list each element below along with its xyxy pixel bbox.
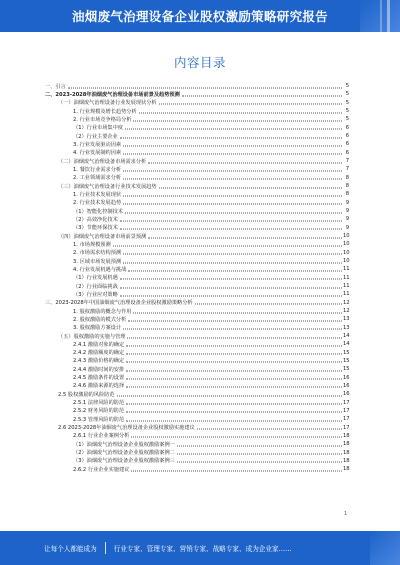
toc-leader-dots [177, 462, 342, 463]
toc-entry-label: 3. 股权激励方案设计 [73, 325, 122, 332]
toc-leader-dots [120, 287, 342, 288]
toc-entry-label: （五）股权激励的实施与管理 [58, 333, 126, 340]
toc-entry-page: 17 [343, 424, 350, 431]
toc-entry[interactable] [45, 465, 349, 473]
toc-entry[interactable] [45, 274, 349, 282]
toc-entry-page: 5 [345, 99, 349, 106]
toc-leader-dots [123, 329, 342, 330]
toc-entry[interactable] [45, 448, 349, 456]
toc-entry-page: 11 [343, 274, 350, 281]
toc-entry-page: 8 [345, 191, 349, 198]
toc-entry-label: （2）行业主要企业 [73, 133, 118, 140]
toc-entry[interactable] [45, 249, 349, 257]
toc-entry-label: （2）油烟废气治理设备企业股权激励案例二 [73, 450, 175, 457]
toc-entry[interactable] [45, 207, 349, 215]
toc-entry-page: 16 [343, 374, 350, 381]
toc-leader-dots [126, 387, 342, 388]
toc-entry-page: 12 [343, 308, 350, 315]
toc-entry[interactable] [45, 190, 349, 198]
toc-entry[interactable] [45, 373, 349, 381]
toc-leader-dots [133, 312, 342, 313]
toc-leader-dots [126, 379, 342, 380]
toc-entry[interactable] [45, 390, 349, 398]
toc-entry[interactable] [45, 257, 349, 265]
toc-entry[interactable] [45, 140, 349, 148]
toc-entry-label: 1. 行业规模及增长趋势分析 [73, 108, 137, 115]
toc-entry-label: 2.6 2023-2028年油烟废气治理设备企业股权激励实施建议 [58, 425, 195, 432]
toc-entry-page: 10 [343, 249, 350, 256]
toc-entry[interactable] [45, 199, 349, 207]
header-decoration [360, 0, 400, 32]
toc-entry-label: （1）智能化控制技术 [73, 208, 123, 215]
toc-entry-page: 7 [345, 166, 349, 173]
toc-leader-dots [159, 187, 342, 188]
toc-leader-dots [120, 220, 342, 221]
toc-entry-page: 16 [343, 391, 350, 398]
toc-leader-dots [123, 145, 342, 146]
toc-entry-page: 5 [345, 108, 349, 115]
toc-entry-page: 6 [345, 133, 349, 140]
toc-entry[interactable] [45, 324, 349, 332]
footer-tagline [44, 531, 292, 565]
toc-entry-page: 17 [343, 407, 350, 414]
toc-entry-label: （一）油烟废气治理设备行业发展现状分析 [58, 100, 157, 107]
toc-leader-dots [148, 162, 342, 163]
toc-leader-dots [133, 120, 342, 121]
toc-entry-label: 3. 区域市场发展预测 [73, 258, 122, 265]
toc-entry[interactable] [45, 132, 349, 140]
toc-entry-page: 13 [343, 316, 350, 323]
toc-heading: 内容目录 [173, 55, 226, 70]
footer-band [0, 531, 400, 565]
toc-leader-dots [120, 295, 342, 296]
toc-leader-dots [123, 179, 342, 180]
toc-leader-dots [120, 229, 342, 230]
toc-entry-label: 2. 行业技术发展趋势 [73, 200, 122, 207]
header-band [0, 0, 400, 32]
toc-entry-page: 11 [343, 266, 350, 273]
toc-entry-label: 2. 行业市场竞争格局分析 [73, 116, 132, 123]
toc-entry-label: 2. 市场需求结构预测 [73, 250, 122, 257]
toc-entry[interactable] [45, 165, 349, 173]
toc-entry-page: 14 [343, 341, 350, 348]
toc-entry[interactable] [45, 157, 349, 165]
toc-entry-label: 3. 行业发展驱动因素 [73, 141, 122, 148]
toc-entry[interactable] [45, 90, 349, 98]
toc-leader-dots [125, 212, 342, 213]
toc-entry-label: （3）油烟废气治理设备企业股权激励案例三 [73, 458, 175, 465]
toc-leader-dots [131, 437, 342, 438]
toc-entry-page: 7 [345, 158, 349, 165]
toc-entry-label: （1）行业发展机遇 [73, 275, 118, 282]
toc-entry-label: 4. 行业发展制约因素 [73, 150, 122, 157]
toc-entry-label: 2.5.3 管理风险的防范 [73, 416, 125, 423]
toc-entry-label: （2）行业面临挑战 [73, 283, 118, 290]
toc-entry[interactable] [45, 82, 349, 90]
toc-entry-page: 17 [343, 399, 350, 406]
toc-entry-page: 15 [343, 366, 350, 373]
toc-entry[interactable] [45, 307, 349, 315]
toc-leader-dots [126, 370, 342, 371]
toc-entry-page: 6 [345, 149, 349, 156]
toc-leader-dots [197, 429, 342, 430]
toc-entry-page: 10 [343, 233, 350, 240]
toc-leader-dots [177, 454, 342, 455]
toc-entry-page: 14 [343, 333, 350, 339]
toc-leader-dots [182, 95, 342, 96]
toc-entry-page: 8 [345, 183, 349, 190]
toc-leader-dots [123, 262, 342, 263]
toc-entry-label: 2.5 股权激励的风险防范 [58, 391, 115, 398]
page-marker: 1 [344, 511, 348, 517]
toc-entry[interactable] [45, 115, 349, 123]
toc-leader-dots [120, 279, 342, 280]
table-of-contents [45, 82, 349, 473]
toc-leader-dots [126, 404, 342, 405]
toc-entry[interactable] [45, 99, 349, 107]
toc-leader-dots [123, 170, 342, 171]
toc-leader-dots [126, 345, 342, 346]
toc-leader-dots [123, 204, 342, 205]
toc-entry-label: （1）油烟废气治理设备企业股权激励案例一 [73, 441, 175, 448]
toc-entry[interactable] [45, 290, 349, 298]
toc-entry[interactable] [45, 224, 349, 232]
toc-entry-page: 17 [343, 416, 350, 423]
toc-entry-label: 4. 行业发展机遇与挑战 [73, 266, 127, 273]
toc-entry[interactable] [45, 299, 349, 307]
toc-entry-label: 1. 市场规模预测 [73, 241, 111, 248]
toc-leader-dots [126, 354, 342, 355]
toc-leader-dots [123, 154, 342, 155]
toc-entry-label: 2.6.2 行业企业实施建议 [73, 466, 130, 473]
toc-entry-page: 9 [345, 208, 349, 215]
toc-entry-label: 1. 股权激励的概念与作用 [73, 308, 132, 315]
toc-entry-page: 18 [343, 432, 350, 439]
toc-entry[interactable] [45, 282, 349, 290]
toc-entry-page: 12 [343, 299, 350, 306]
toc-entry-label: 2.4.5 激励条件的设置 [73, 375, 125, 382]
toc-entry-label: （2）高效净化技术 [73, 216, 118, 223]
toc-entry-page: 10 [343, 258, 350, 265]
toc-entry[interactable] [45, 415, 349, 423]
toc-entry-label: 2.4.2 激励额度的确定 [73, 350, 125, 357]
toc-entry-page: 18 [343, 449, 350, 456]
toc-entry-page: 18 [343, 466, 350, 473]
toc-entry[interactable] [45, 440, 349, 448]
toc-entry[interactable] [45, 182, 349, 190]
toc-entry[interactable] [45, 107, 349, 115]
toc-leader-dots [113, 245, 342, 246]
toc-entry-label: 1. 行业技术发展现状 [73, 191, 122, 198]
toc-leader-dots [148, 237, 342, 238]
toc-entry-page: 8 [345, 174, 349, 181]
toc-entry-label: 2. 股权激励的模式分析 [73, 316, 127, 323]
toc-entry-label: 2.4.1 激励对象的确定 [73, 341, 125, 348]
toc-leader-dots [177, 445, 342, 446]
toc-entry-label: 2.4.4 激励时间的安排 [73, 366, 125, 373]
toc-entry[interactable] [45, 423, 349, 431]
toc-entry-page: 10 [343, 241, 350, 248]
toc-entry-label: 2.4.6 激励来源的选择 [73, 383, 125, 390]
toc-entry[interactable] [45, 349, 349, 357]
toc-entry[interactable] [45, 407, 349, 415]
toc-entry[interactable] [45, 149, 349, 157]
toc-entry-page: 5 [345, 91, 349, 98]
toc-entry[interactable] [45, 340, 349, 348]
toc-leader-dots [128, 270, 342, 271]
toc-entry[interactable] [45, 398, 349, 406]
report-title: 油烟废气治理设备企业股权激励策略研究报告 [71, 9, 328, 24]
toc-entry-page: 16 [343, 382, 350, 389]
toc-entry-page: 15 [343, 349, 350, 356]
toc-entry-page: 11 [343, 283, 350, 290]
toc-leader-dots [127, 337, 342, 338]
toc-entry[interactable] [45, 457, 349, 465]
toc-leader-dots [126, 412, 342, 413]
toc-entry[interactable] [45, 232, 349, 240]
toc-leader-dots [117, 395, 342, 396]
toc-entry-page: 13 [343, 324, 350, 331]
toc-entry[interactable] [45, 124, 349, 132]
toc-leader-dots [68, 87, 342, 88]
toc-entry-page: 18 [343, 457, 350, 464]
toc-entry[interactable] [45, 174, 349, 182]
toc-entry[interactable] [45, 240, 349, 248]
toc-entry[interactable] [45, 365, 349, 373]
toc-leader-dots [195, 304, 342, 305]
toc-entry-page: 6 [345, 141, 349, 148]
toc-entry[interactable] [45, 315, 349, 323]
toc-leader-dots [139, 112, 342, 113]
toc-leader-dots [128, 320, 342, 321]
toc-entry-page: 9 [345, 199, 349, 206]
toc-entry-label: 三、2023-2028年中国油烟废气治理设备企业股权激励策略分析 [45, 300, 193, 307]
toc-entry-label: 2.4.3 激励价格的确定 [73, 358, 125, 365]
toc-entry-label: 一、引言 [45, 83, 66, 90]
toc-entry-page: 5 [345, 116, 349, 123]
toc-entry-page: 15 [343, 357, 350, 364]
toc-entry[interactable] [45, 357, 349, 365]
toc-entry[interactable] [45, 382, 349, 390]
toc-leader-dots [131, 470, 342, 471]
toc-entry-label: 2.6.1 行业企业案例分析 [73, 433, 130, 440]
toc-entry-page: 18 [343, 441, 350, 448]
toc-leader-dots [126, 420, 342, 421]
toc-entry-page: 6 [345, 124, 349, 131]
footer-decoration [370, 531, 400, 565]
toc-entry-label: （三）油烟废气治理设备行业技术发展趋势 [58, 183, 157, 190]
toc-entry-label: 2.5.2 财务风险的防范 [73, 408, 125, 415]
toc-entry-page: 9 [345, 224, 349, 231]
toc-entry-label: （3）行业应对策略 [73, 291, 118, 298]
tagline-right: 行业专家、管理专家、营销专家、战略专家、成为企业家…… [113, 545, 292, 553]
toc-entry-page: 9 [345, 216, 349, 223]
toc-entry-label: 2. 工业领域需求分析 [73, 175, 122, 182]
toc-entry-label: 二、2023-2028年油烟废气治理设备市场前景及趋势预测 [45, 91, 180, 98]
toc-leader-dots [126, 362, 342, 363]
toc-leader-dots [123, 195, 342, 196]
toc-entry-page: 11 [343, 291, 350, 298]
toc-entry-label: （1）行业市场集中度 [73, 125, 123, 132]
toc-entry-label: （四）油烟废气治理设备市场前景预测 [58, 233, 147, 240]
toc-entry[interactable] [45, 332, 349, 340]
toc-entry-label: （3）节能环保技术 [73, 225, 118, 232]
toc-leader-dots [123, 254, 342, 255]
toc-entry-label: 1. 餐饮行业需求分析 [73, 166, 122, 173]
tagline-left: 让每个人都能成为 [44, 545, 97, 553]
toc-entry-label: 2.5.1 法律风险的防范 [73, 400, 125, 407]
toc-leader-dots [159, 104, 342, 105]
toc-entry-page: 5 [345, 83, 349, 90]
toc-entry[interactable] [45, 432, 349, 440]
toc-leader-dots [125, 129, 342, 130]
toc-leader-dots [120, 137, 342, 138]
tagline-divider [105, 542, 106, 554]
toc-entry-label: （二）油烟废气治理设备市场需求分析 [58, 158, 147, 165]
toc-entry[interactable] [45, 265, 349, 273]
toc-entry[interactable] [45, 215, 349, 223]
